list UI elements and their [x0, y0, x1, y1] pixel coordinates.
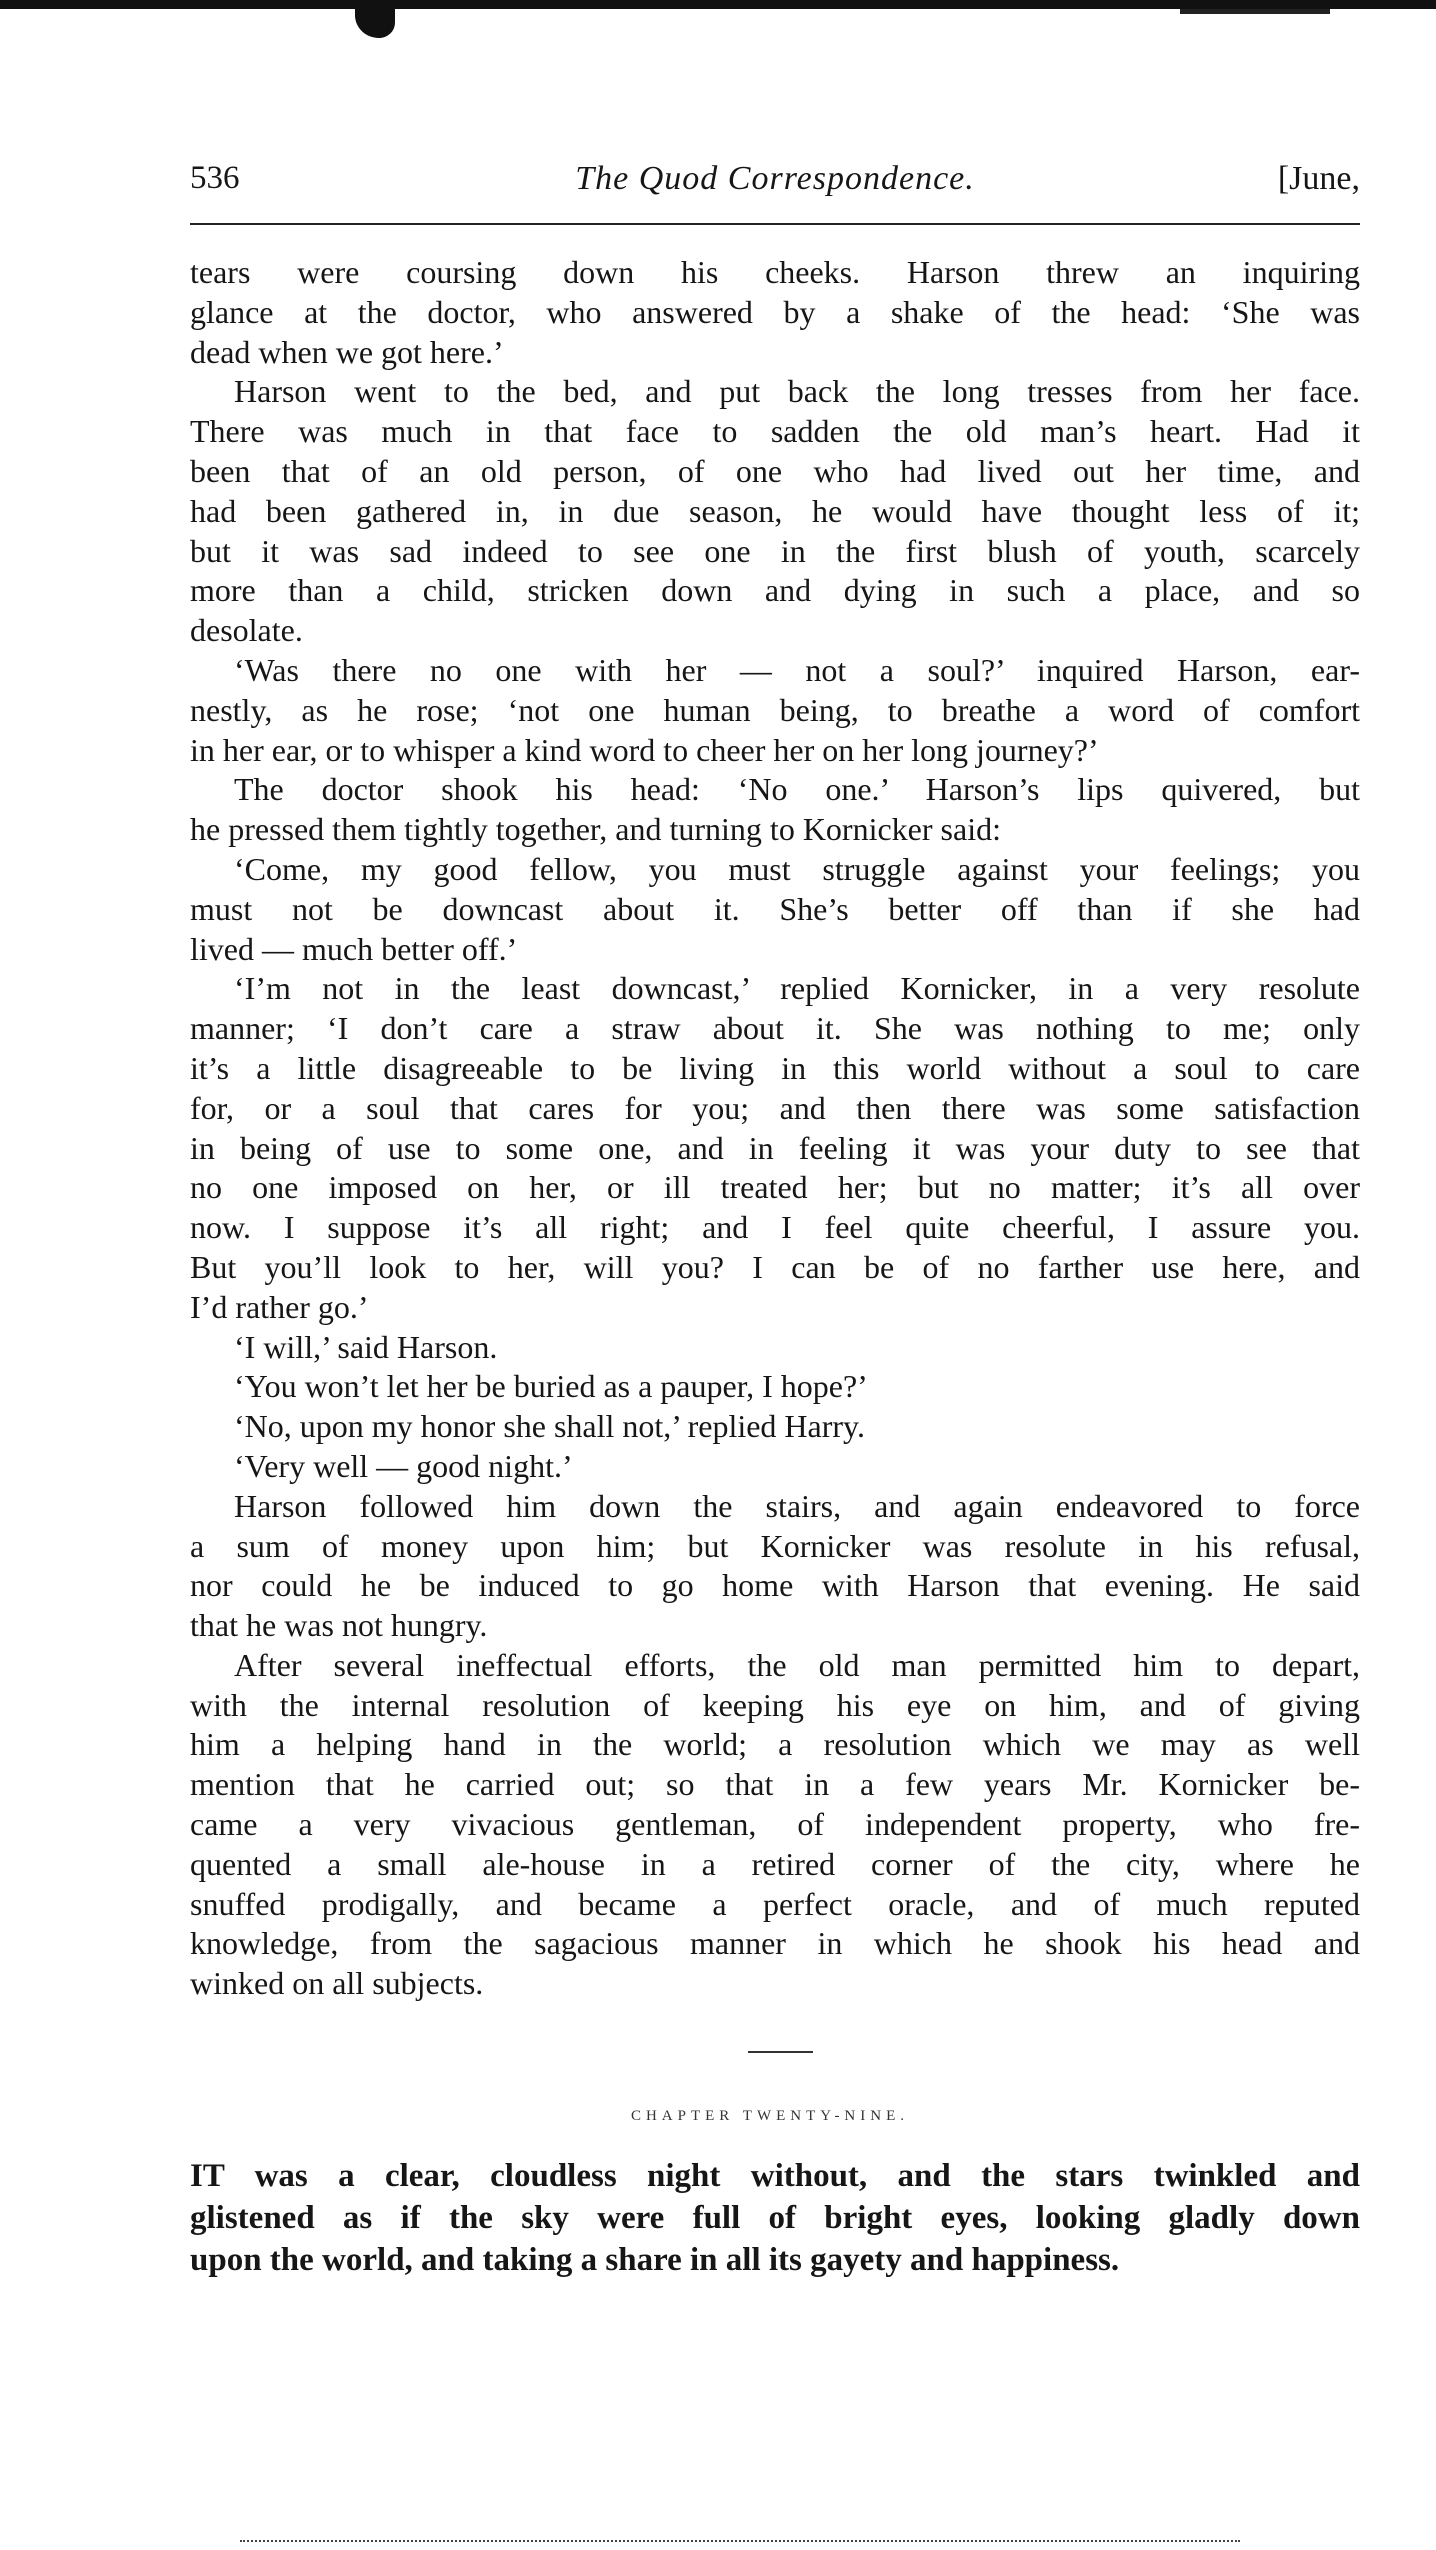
text-line: upon the world, and taking a share in all its gayety and happiness.: [190, 2242, 1120, 2278]
paragraph: [190, 850, 1360, 969]
text-line: ‘You won’t let her be buried as a pauper, I hope?’: [234, 1368, 868, 1405]
text-line: more than a child, stricken down and dying in such a place, and so: [190, 572, 1360, 609]
text-line: for, or a soul that cares for you; and then there was some satisfaction: [190, 1089, 1360, 1126]
text-line: in her ear, or to whisper a kind word to cheer her on her long journey?’: [190, 731, 1099, 768]
text-line: quented a small ale-house in a retired corner of the city, where he: [190, 1845, 1360, 1882]
text-line: ‘Very well — good night.’: [234, 1447, 573, 1484]
chapter-opening-paragraph: [190, 2155, 1360, 2281]
scan-border: [1180, 9, 1330, 14]
paragraph: [190, 1447, 1360, 1487]
text-line: glance at the doctor, who answered by a shake of the head: ‘She was: [190, 293, 1360, 330]
text-line: came a very vivacious gentleman, of independent property, who fre-: [190, 1806, 1360, 1843]
paragraph: [190, 1646, 1360, 2004]
text-line: it’s a little disagreeable to be living in this world without a soul to care: [190, 1049, 1360, 1086]
text-line: but it was sad indeed to see one in the first blush of youth, scarcely: [190, 532, 1360, 569]
text-line: lived — much better off.’: [190, 930, 518, 967]
text-line: he pressed them tightly together, and turning to Kornicker said:: [190, 811, 1001, 848]
paragraph: [190, 651, 1360, 770]
text-line: ‘No, upon my honor she shall not,’ replied Harry.: [234, 1408, 865, 1445]
text-line: had been gathered in, in due season, he would have thought less of it;: [190, 492, 1360, 529]
header-rule: [190, 223, 1360, 225]
text-line: But you’ll look to her, will you? I can be of no farther use here, and: [190, 1248, 1360, 1285]
text-line: been that of an old person, of one who had lived out her time, and: [190, 452, 1360, 489]
text-line: must not be downcast about it. She’s better off than if she had: [190, 890, 1360, 927]
page-number: 536: [190, 160, 240, 196]
text-line: snuffed prodigally, and became a perfect oracle, and of much reputed: [190, 1885, 1360, 1922]
paragraph: [190, 2155, 1360, 2281]
text-line: in being of use to some one, and in feeling it was your duty to see that: [190, 1129, 1360, 1166]
text-line: ‘I’m not in the least downcast,’ replied Kornicker, in a very resolute: [234, 970, 1360, 1007]
section-separator: [748, 2051, 813, 2053]
paragraph: [190, 1367, 1360, 1407]
text-line: mention that he carried out; so that in a few years Mr. Kornicker be-: [190, 1766, 1360, 1803]
paragraph: [190, 770, 1360, 850]
paragraph: [190, 253, 1360, 372]
text-line: a sum of money upon him; but Kornicker was resolute in his refusal,: [190, 1527, 1360, 1564]
text-line: dead when we got here.’: [190, 333, 504, 370]
text-line: now. I suppose it’s all right; and I feel quite cheerful, I assure you.: [190, 1209, 1360, 1246]
body-text: [190, 253, 1360, 2004]
text-line: nestly, as he rose; ‘not one human being, to breathe a word of comfort: [190, 691, 1360, 728]
text-line: ‘Was there no one with her — not a soul?’ inquired Harson, ear-: [234, 651, 1360, 688]
text-line: The doctor shook his head: ‘No one.’ Harson’s lips quivered, but: [234, 771, 1360, 808]
text-line: IT was a clear, cloudless night without, and the stars twinkled and: [190, 2158, 1360, 2194]
text-line: glistened as if the sky were full of bright eyes, looking gladly down: [190, 2200, 1360, 2236]
text-line: manner; ‘I don’t care a straw about it. She was nothing to me; only: [190, 1010, 1360, 1047]
text-line: Harson followed him down the stairs, and again endeavored to force: [234, 1487, 1360, 1524]
text-line: I’d rather go.’: [190, 1288, 369, 1325]
scan-border: [0, 0, 1436, 9]
text-line: winked on all subjects.: [190, 1965, 484, 2002]
text-line: Harson went to the bed, and put back the long tresses from her face.: [234, 373, 1360, 410]
text-line: knowledge, from the sagacious manner in which he shook his head and: [190, 1925, 1360, 1962]
text-line: no one imposed on her, or ill treated her; but no matter; it’s all over: [190, 1169, 1360, 1206]
running-month: [June,: [1277, 160, 1360, 197]
paragraph: [190, 969, 1360, 1327]
text-line: with the internal resolution of keeping his eye on him, and of giving: [190, 1686, 1360, 1723]
text-line: ‘I will,’ said Harson.: [234, 1328, 498, 1365]
text-line: desolate.: [190, 612, 303, 649]
text-line: tears were coursing down his cheeks. Harson threw an inquiring: [190, 254, 1360, 290]
text-line: There was much in that face to sadden the old man’s heart. Had it: [190, 413, 1360, 450]
scan-border: [240, 2540, 1240, 2546]
paragraph: [190, 372, 1360, 651]
text-line: that he was not hungry.: [190, 1607, 488, 1644]
chapter-heading: CHAPTER TWENTY-NINE.: [630, 2108, 910, 2124]
running-title: The Quod Correspondence.: [575, 160, 975, 197]
text-line: nor could he be induced to go home with Harson that evening. He said: [190, 1567, 1360, 1604]
text-line: After several ineffectual efforts, the old man permitted him to depart,: [234, 1646, 1360, 1683]
page-header: [190, 160, 1360, 210]
text-line: ‘Come, my good fellow, you must struggle against your feelings; you: [234, 850, 1360, 887]
paragraph: [190, 1487, 1360, 1646]
paragraph: [190, 1407, 1360, 1447]
text-line: him a helping hand in the world; a resolution which we may as well: [190, 1726, 1360, 1763]
paragraph: [190, 1328, 1360, 1368]
scan-mark: [355, 0, 395, 38]
